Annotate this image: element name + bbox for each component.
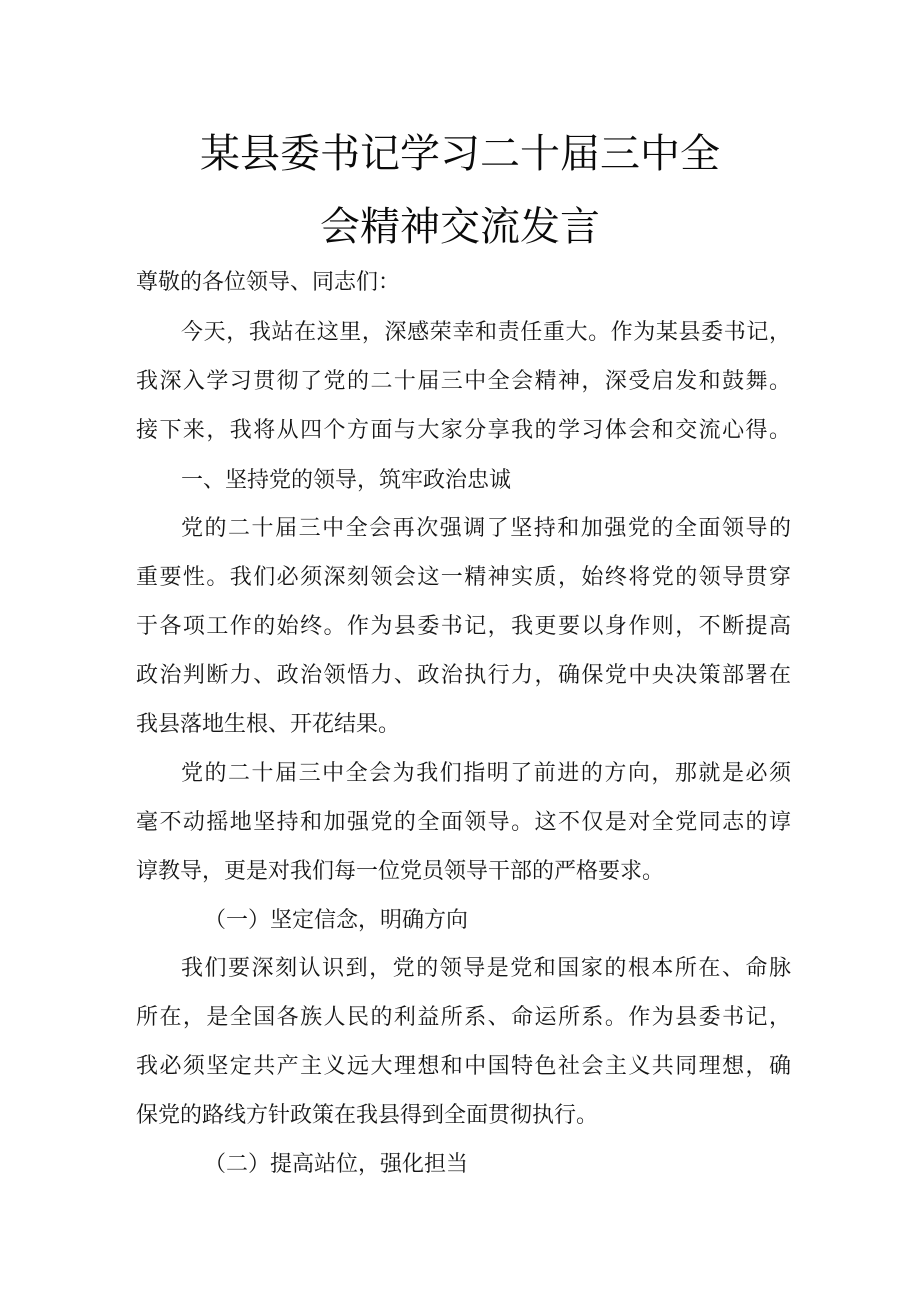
paragraph-line: 接下来，我将从四个方面与大家分享我的学习体会和交流心得。 [136, 418, 791, 443]
paragraph-line: 于各项工作的始终。作为县委书记，我更要以身作则，不断提高 [136, 614, 791, 639]
paragraph-line: 政治判断力、政治领悟力、政治执行力，确保党中央决策部署在 [136, 663, 791, 688]
subsection-heading: （二）提高站位，强化担当 [204, 1152, 469, 1177]
paragraph-line: 今天，我站在这里，深感荣幸和责任重大。作为某县委书记， [181, 320, 791, 345]
greeting: 尊敬的各位领导、同志们： [136, 270, 401, 295]
paragraph-line: 我深入学习贯彻了党的二十届三中全会精神，深受启发和鼓舞。 [136, 369, 791, 394]
document-title-line-2: 会精神交流发言 [320, 204, 600, 250]
paragraph-line: 保党的路线方针政策在我县得到全面贯彻执行。 [136, 1103, 599, 1128]
section-heading: 一、坚持党的领导，筑牢政治忠诚 [181, 468, 512, 493]
paragraph-line: 重要性。我们必须深刻领会这一精神实质，始终将党的领导贯穿 [136, 565, 791, 590]
paragraph-line: 我们要深刻认识到，党的领导是党和国家的根本所在、命脉 [181, 956, 791, 981]
paragraph-line: 我必须坚定共产主义远大理想和中国特色社会主义共同理想，确 [136, 1054, 791, 1079]
paragraph-line: 我县落地生根、开花结果。 [136, 712, 401, 737]
paragraph-line: 毫不动摇地坚持和加强党的全面领导。这不仅是对全党同志的谆 [136, 810, 791, 835]
paragraph-line: 党的二十届三中全会为我们指明了前进的方向，那就是必须 [181, 761, 791, 786]
subsection-heading: （一）坚定信念，明确方向 [204, 908, 469, 933]
paragraph-line: 谆教导，更是对我们每一位党员领导干部的严格要求。 [136, 859, 665, 884]
paragraph-line: 所在，是全国各族人民的利益所系、命运所系。作为县委书记， [136, 1005, 791, 1030]
document-title-line-1: 某县委书记学习二十届三中全 [200, 131, 720, 177]
paragraph-line: 党的二十届三中全会再次强调了坚持和加强党的全面领导的 [181, 516, 791, 541]
